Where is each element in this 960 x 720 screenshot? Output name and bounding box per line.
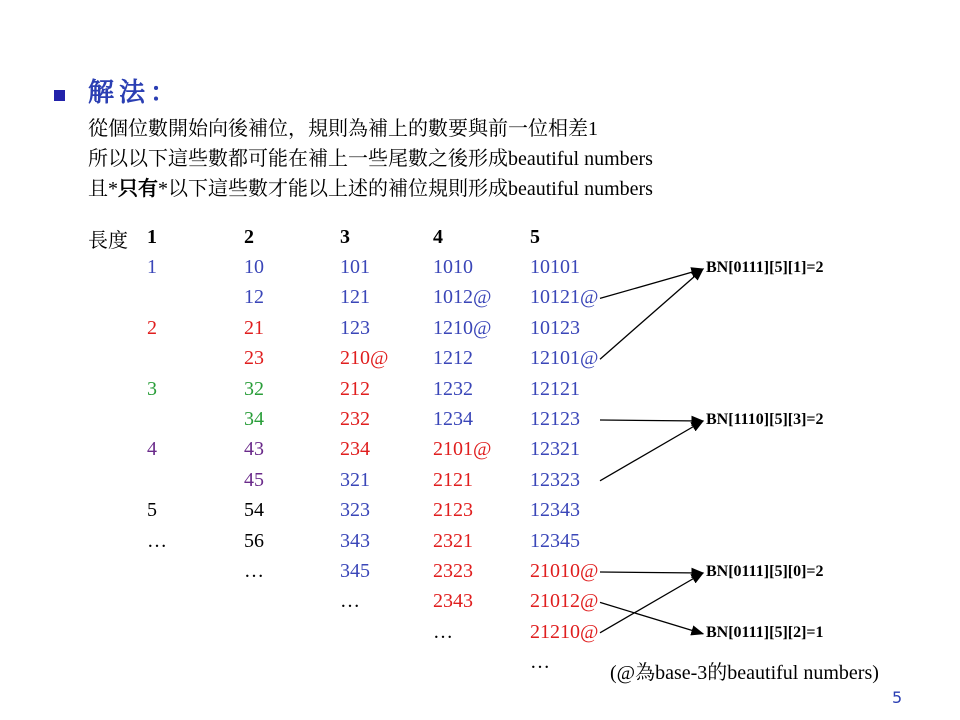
table-cell: 4 [147,438,157,461]
footnote [610,656,879,685]
footnote-end: beautiful numbers) [727,662,879,684]
table-cell: … [340,590,360,613]
table-cell: 345 [340,560,370,582]
description-text: beautiful numbers [508,178,653,200]
table-cell: … [244,560,264,582]
table-cell: 43 [244,438,264,461]
description-text: * [108,178,118,200]
table-cell: 234 [340,438,370,461]
table-cell: 121 [340,286,370,309]
arrow-line [600,269,703,359]
bn-label: BN[0111][5][2]=1 [706,623,824,641]
footnote-cjk1: 為 [635,660,656,684]
column-header: 3 [340,226,350,248]
table-cell: 123 [340,316,370,339]
table-cell: 321 [340,468,370,491]
description-text: 且 [88,176,108,200]
solution-heading: 解法： [88,78,182,108]
table-cell: 12323 [530,468,580,491]
footnote-open: (@ [610,662,636,684]
description-text: 以下這些數才能以上述的補位規則形成 [168,176,508,200]
column-header: 5 [530,226,540,248]
arrow-line [600,421,703,481]
table-cell: 2323 [433,560,473,582]
column-header: 4 [433,226,443,248]
table-cell: 232 [340,408,370,430]
table-cell: … [147,529,167,552]
table-cell: … [433,620,453,643]
table-cell: 2321 [433,529,473,552]
table-cell: 12321 [530,438,580,461]
table-cell: 12343 [530,499,580,522]
table-cell: 1234 [433,408,473,430]
table-cell: 2101@ [433,438,492,461]
footnote-base: base-3 [655,662,708,684]
column-header: 2 [244,226,254,248]
bn-label: BN[0111][5][1]=2 [706,259,824,276]
table-cell: 3 [147,377,157,400]
table-cell: 12121 [530,377,580,400]
arrow-line [600,420,703,421]
table-cell: 12 [244,286,264,309]
table-cell: 2121 [433,468,473,491]
table-cell: 10121@ [530,286,599,309]
table-cell: 1212 [433,347,473,370]
table-cell: 10123 [530,316,580,339]
arrow-line [600,573,703,633]
table-cell: 2 [147,316,157,339]
table-cell: 1012@ [433,286,492,309]
table-cell: 10 [244,256,264,278]
table-cell: 1010 [433,256,473,278]
table-cell: 21010@ [530,560,599,582]
table-cell: 210@ [340,347,389,370]
description-text: 從個位數開始向後補位，規則為補上的數要與前一位相差 [88,116,588,140]
table-cell: 23 [244,347,264,370]
table-cell: 2123 [433,499,473,522]
arrow-line [600,572,703,573]
length-label: 長度 [88,228,128,252]
table-cell: 12123 [530,408,580,430]
table-cell: 1 [147,256,157,278]
bn-label: BN[0111][5][0]=2 [706,563,824,580]
table-cell: … [530,651,550,674]
column-header: 1 [147,226,157,248]
table-cell: 21 [244,316,264,339]
table-cell: 5 [147,499,157,522]
bn-label: BN[1110][5][3]=2 [706,411,824,428]
table-cell: 1232 [433,377,473,400]
table-cell: 34 [244,408,264,430]
table-cell: 54 [244,499,264,522]
description-text: beautiful numbers [508,148,653,170]
footnote-cjk2: 的 [707,660,728,684]
table-cell: 101 [340,256,370,278]
arrow-line [600,269,703,298]
table-cell: 1210@ [433,316,492,339]
table-cell: 56 [244,529,264,552]
description-text: 1 [588,118,598,140]
description-text: * [158,178,168,200]
table-cell: 21210@ [530,620,599,643]
description-text: 所以以下這些數都可能在補上一些尾數之後形成 [88,146,508,170]
table-cell: 45 [244,468,264,491]
page-number: 5 [892,688,903,707]
arrow-line [600,602,703,633]
table-cell: 2343 [433,590,473,613]
table-cell: 212 [340,377,370,400]
description-text: 只有 [118,176,158,200]
table-cell: 12345 [530,529,580,552]
table-cell: 32 [244,377,264,400]
table-cell: 323 [340,499,370,522]
table-cell: 21012@ [530,590,599,613]
table-cell: 10101 [530,256,580,278]
table-cell: 12101@ [530,347,599,370]
table-cell: 343 [340,529,370,552]
